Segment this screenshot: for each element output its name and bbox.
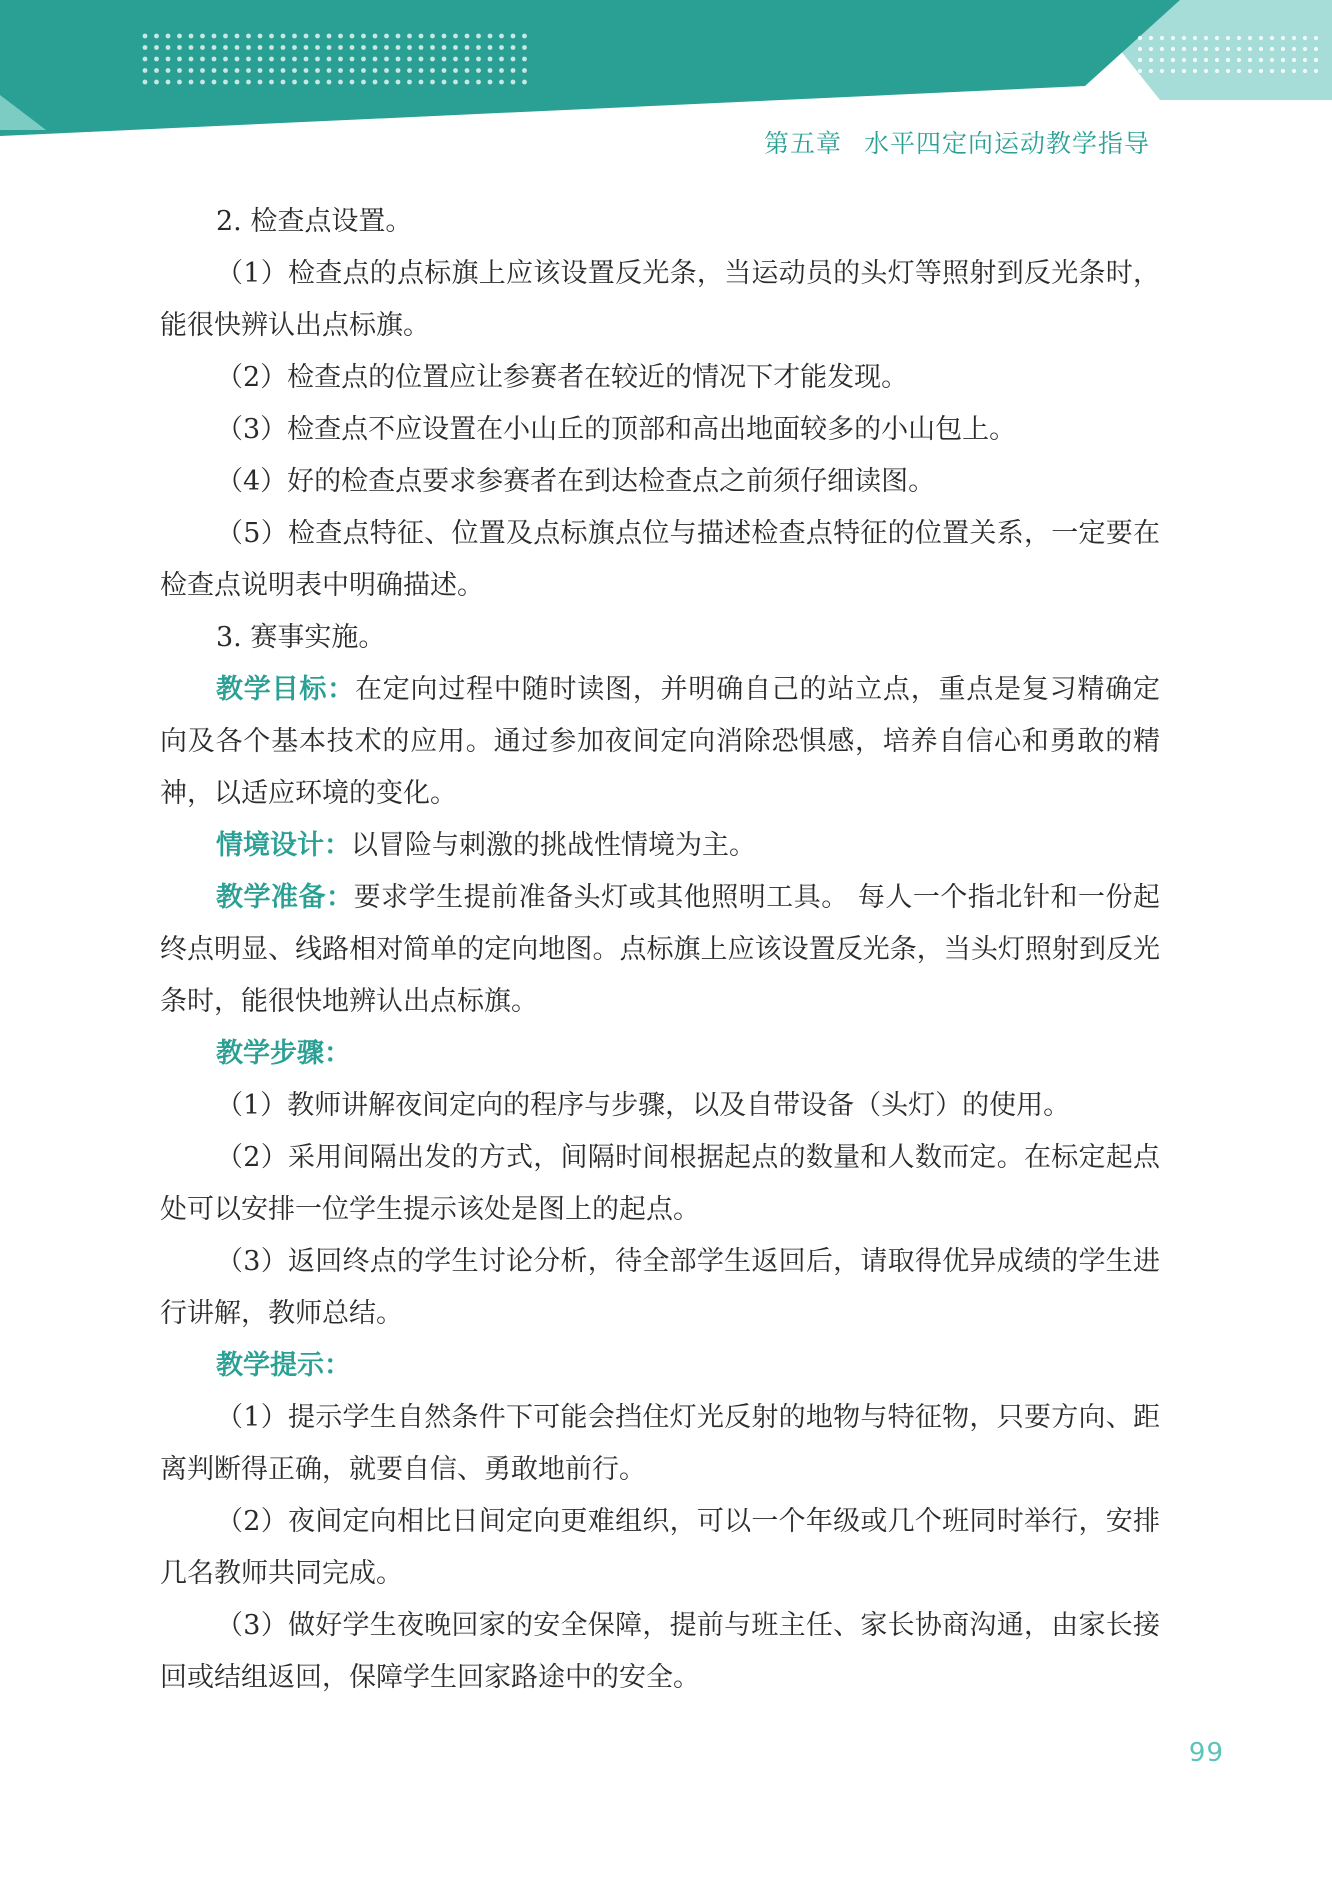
banner-dot: [281, 34, 286, 39]
banner-dot: [488, 57, 493, 62]
banner-dot: [453, 45, 458, 50]
banner-dot: [338, 80, 343, 85]
banner-dot: [350, 80, 355, 85]
banner-dot: [143, 45, 148, 50]
banner-dot: [499, 68, 504, 73]
banner-dot: [396, 34, 401, 39]
banner-dot: [465, 57, 470, 62]
banner-dot: [350, 57, 355, 62]
banner-dot: [269, 34, 274, 39]
banner-dot: [223, 80, 228, 85]
banner-dot: [1204, 69, 1208, 73]
banner-dot: [1182, 47, 1186, 51]
banner-dot: [200, 34, 205, 39]
teaching-preparation-text: 要求学生提前准备头灯或其他照明工具。 每人一个指北针和一份起终点明显、线路相对简单的定向地图。点标旗上应该设置反光条，当头灯照射到反光条时，能很快地辨认出点标旗。: [160, 882, 1160, 1017]
banner-dot: [407, 45, 412, 50]
banner-dot: [223, 68, 228, 73]
banner-dot: [384, 68, 389, 73]
banner-dot: [1248, 47, 1252, 51]
banner-dot: [1182, 69, 1186, 73]
banner-dot: [269, 80, 274, 85]
banner-dot: [223, 57, 228, 62]
banner-dot: [350, 34, 355, 39]
banner-dot: [373, 80, 378, 85]
banner-dot: [338, 57, 343, 62]
banner-dot: [143, 80, 148, 85]
banner-dot: [453, 57, 458, 62]
banner-dot: [430, 57, 435, 62]
teaching-step-3: （3）返回终点的学生讨论分析，待全部学生返回后，请取得优异成绩的学生进行讲解，教师总结。: [160, 1246, 1160, 1329]
banner-dot: [1226, 47, 1230, 51]
banner-dot: [384, 34, 389, 39]
banner-dot: [315, 68, 320, 73]
banner-dot: [1248, 69, 1252, 73]
banner-dot: [200, 45, 205, 50]
banner-dot: [361, 80, 366, 85]
checkpoint-item-3: （3）检查点不应设置在小山丘的顶部和高出地面较多的小山包上。: [216, 414, 1017, 445]
banner-dot: [1215, 36, 1219, 40]
banner-dot: [419, 57, 424, 62]
banner-dot: [1171, 58, 1175, 62]
banner-dot: [338, 34, 343, 39]
banner-dot: [269, 68, 274, 73]
banner-dot: [453, 34, 458, 39]
banner-dot: [258, 34, 263, 39]
banner-dot: [258, 45, 263, 50]
banner-dot: [223, 45, 228, 50]
banner-dot: [430, 80, 435, 85]
banner-dot: [143, 68, 148, 73]
banner-dot: [1237, 47, 1241, 51]
banner-dot: [419, 45, 424, 50]
banner-dot: [1193, 58, 1197, 62]
banner-dot: [1270, 36, 1274, 40]
banner-dot: [154, 57, 159, 62]
banner-dot: [1314, 47, 1318, 51]
banner-dot: [1303, 69, 1307, 73]
banner-dot: [476, 45, 481, 50]
banner-dot: [499, 80, 504, 85]
banner-dot: [476, 80, 481, 85]
scenario-design: [160, 820, 1160, 872]
banner-dot: [1182, 36, 1186, 40]
banner-dot: [235, 57, 240, 62]
chapter-name: 水平四定向运动教学指导: [863, 129, 1150, 158]
banner-dot: [396, 80, 401, 85]
banner-dot: [407, 34, 412, 39]
banner-dot: [407, 57, 412, 62]
banner-dot: [258, 68, 263, 73]
banner-dot: [488, 45, 493, 50]
banner-dot: [1138, 47, 1142, 51]
banner-dot: [1259, 58, 1263, 62]
banner-dot: [419, 80, 424, 85]
banner-dot: [430, 45, 435, 50]
banner-dot: [1281, 69, 1285, 73]
banner-dot: [1193, 36, 1197, 40]
banner-dot: [1314, 69, 1318, 73]
teaching-preparation: [160, 872, 1160, 1028]
banner-dot: [281, 80, 286, 85]
banner-dot: [235, 80, 240, 85]
banner-dot: [269, 45, 274, 50]
teaching-tip-3: （3）做好学生夜晚回家的安全保障，提前与班主任、家长协商沟通，由家长接回或结组返回，保障学生回家路途中的安全。: [160, 1610, 1160, 1693]
banner-dot: [488, 80, 493, 85]
banner-dot: [1160, 69, 1164, 73]
banner-dot: [304, 57, 309, 62]
banner-dot: [1215, 69, 1219, 73]
banner-dot: [154, 68, 159, 73]
banner-dot: [465, 45, 470, 50]
banner-dot: [154, 34, 159, 39]
banner-dot: [166, 34, 171, 39]
banner-dot: [338, 45, 343, 50]
banner-dot: [1314, 36, 1318, 40]
banner-dot: [327, 34, 332, 39]
banner-dot: [373, 45, 378, 50]
banner-dot: [189, 80, 194, 85]
banner-dot: [373, 34, 378, 39]
banner-dot: [304, 68, 309, 73]
banner-dot: [1248, 58, 1252, 62]
teaching-goal: [160, 664, 1160, 820]
banner-dot: [384, 80, 389, 85]
banner-dot: [1226, 58, 1230, 62]
banner-dot: [166, 68, 171, 73]
banner-dot: [1193, 47, 1197, 51]
banner-dot: [177, 34, 182, 39]
banner-dot: [499, 45, 504, 50]
banner-dot: [1259, 47, 1263, 51]
banner-dot: [246, 68, 251, 73]
banner-dot: [200, 68, 205, 73]
teaching-steps-heading: [160, 1028, 1160, 1080]
banner-dot: [200, 57, 205, 62]
banner-dot: [396, 68, 401, 73]
banner-dot: [235, 34, 240, 39]
banner-dot: [315, 34, 320, 39]
banner-dot: [1182, 58, 1186, 62]
banner-dot: [304, 34, 309, 39]
scenario-design-label: 情境设计：: [216, 830, 351, 861]
banner-dot: [1292, 47, 1296, 51]
banner-dot: [315, 45, 320, 50]
banner-dot: [1314, 58, 1318, 62]
banner-dot: [1237, 58, 1241, 62]
banner-dot: [258, 80, 263, 85]
banner-dot: [1259, 36, 1263, 40]
banner-dot: [177, 68, 182, 73]
banner-dot: [292, 34, 297, 39]
section-heading-event: 3. 赛事实施。: [216, 622, 386, 653]
banner-dot: [1160, 47, 1164, 51]
banner-dot: [189, 45, 194, 50]
banner-dot: [499, 34, 504, 39]
banner-dot: [430, 34, 435, 39]
banner-dark-band: [0, 0, 1180, 136]
banner-dot: [488, 34, 493, 39]
banner-dot: [1237, 36, 1241, 40]
banner-dot: [1138, 58, 1142, 62]
banner-dot: [476, 57, 481, 62]
banner-dot: [281, 45, 286, 50]
banner-dot: [442, 34, 447, 39]
banner-dot: [522, 45, 527, 50]
banner-dot: [407, 80, 412, 85]
banner-dot: [189, 57, 194, 62]
banner-dot: [246, 57, 251, 62]
banner-dot: [361, 57, 366, 62]
banner-dot: [1193, 69, 1197, 73]
banner-dot: [1149, 69, 1153, 73]
banner-dot: [1171, 69, 1175, 73]
banner-dot: [154, 45, 159, 50]
teaching-step-2: （2）采用间隔出发的方式，间隔时间根据起点的数量和人数而定。在标定起点处可以安排一位学生提示该处是图上的起点。: [160, 1142, 1160, 1225]
banner-dot: [246, 80, 251, 85]
banner-dot: [419, 34, 424, 39]
banner-dot: [384, 45, 389, 50]
banner-dot: [1248, 36, 1252, 40]
banner-dot: [1204, 36, 1208, 40]
banner-dot: [361, 34, 366, 39]
banner-dot: [212, 34, 217, 39]
chapter-number: 第五章: [763, 129, 842, 158]
banner-dot: [258, 57, 263, 62]
banner-dot: [1138, 69, 1142, 73]
banner-dot: [212, 57, 217, 62]
banner-dot: [442, 57, 447, 62]
banner-dot: [1292, 58, 1296, 62]
teaching-tip-2: （2）夜间定向相比日间定向更难组织，可以一个年级或几个班同时举行，安排几名教师共同完成。: [160, 1506, 1160, 1589]
chapter-title: [764, 124, 1150, 160]
body-content: [160, 196, 1160, 1704]
banner-dot: [1281, 58, 1285, 62]
banner-dot: [246, 34, 251, 39]
banner-dot: [1215, 58, 1219, 62]
banner-dot: [511, 80, 516, 85]
banner-dot: [396, 57, 401, 62]
banner-dot: [1226, 36, 1230, 40]
banner-dot: [1204, 47, 1208, 51]
banner-dot: [453, 80, 458, 85]
banner-dot: [1270, 58, 1274, 62]
banner-dot: [327, 80, 332, 85]
banner-dot: [154, 80, 159, 85]
banner-dot: [212, 68, 217, 73]
banner-dot: [177, 57, 182, 62]
banner-dot: [281, 68, 286, 73]
banner-dot: [281, 57, 286, 62]
banner-dot: [292, 80, 297, 85]
banner-dot: [189, 68, 194, 73]
banner-dot: [246, 45, 251, 50]
banner-dot: [1237, 69, 1241, 73]
banner-dot: [327, 45, 332, 50]
banner-dot: [1270, 47, 1274, 51]
banner-dot: [1303, 58, 1307, 62]
banner-dot: [1171, 47, 1175, 51]
banner-dot: [315, 57, 320, 62]
banner-dot: [453, 68, 458, 73]
banner-dot: [1160, 36, 1164, 40]
banner-dot: [1303, 47, 1307, 51]
banner-dot: [1204, 58, 1208, 62]
banner-dot: [212, 80, 217, 85]
banner-dot: [488, 68, 493, 73]
banner-dot: [396, 45, 401, 50]
banner-dot: [430, 68, 435, 73]
banner-dot: [511, 57, 516, 62]
banner-dot: [235, 68, 240, 73]
banner-dot: [522, 34, 527, 39]
banner-dot: [522, 57, 527, 62]
banner-dot: [338, 68, 343, 73]
banner-dot: [511, 45, 516, 50]
checkpoint-item-5: （5）检查点特征、位置及点标旗点位与描述检查点特征的位置关系，一定要在检查点说明表中明确描述。: [160, 518, 1160, 601]
checkpoint-item-1: （1）检查点的点标旗上应该设置反光条，当运动员的头灯等照射到反光条时，能很快辨认出点标旗。: [160, 258, 1160, 341]
banner-dot: [189, 34, 194, 39]
banner-dot: [166, 57, 171, 62]
banner-dot: [499, 57, 504, 62]
banner-dot: [177, 45, 182, 50]
banner-dot: [1149, 58, 1153, 62]
banner-dot: [212, 45, 217, 50]
banner-dot: [476, 68, 481, 73]
banner-dot: [419, 68, 424, 73]
banner-dot: [361, 45, 366, 50]
teaching-goal-label: 教学目标：: [216, 674, 355, 705]
banner-dot: [1303, 36, 1307, 40]
checkpoint-item-2: （2）检查点的位置应让参赛者在较近的情况下才能发现。: [216, 362, 909, 393]
banner-dot: [223, 34, 228, 39]
banner-dot: [465, 34, 470, 39]
banner-dot: [522, 80, 527, 85]
banner-dot: [1226, 69, 1230, 73]
banner-dot: [292, 57, 297, 62]
banner-dot: [476, 34, 481, 39]
banner-dot: [350, 45, 355, 50]
teaching-tip-1: （1）提示学生自然条件下可能会挡住灯光反射的地物与特征物，只要方向、距离判断得正确，就要自信、勇敢地前行。: [160, 1402, 1160, 1485]
checkpoint-item-4: （4）好的检查点要求参赛者在到达检查点之前须仔细读图。: [216, 466, 936, 497]
banner-dot: [177, 80, 182, 85]
banner-dot: [442, 45, 447, 50]
banner-dot: [511, 34, 516, 39]
banner-dot: [465, 80, 470, 85]
banner-dot: [1281, 36, 1285, 40]
banner-dot: [1292, 36, 1296, 40]
teaching-tips-label: 教学提示：: [216, 1350, 351, 1381]
banner-dot: [1171, 36, 1175, 40]
teaching-steps-label: 教学步骤：: [216, 1038, 351, 1069]
banner-dot: [442, 80, 447, 85]
banner-dot: [373, 57, 378, 62]
banner-dot: [1292, 69, 1296, 73]
banner-dot: [200, 80, 205, 85]
banner-dot: [1270, 69, 1274, 73]
teaching-preparation-label: 教学准备：: [216, 882, 354, 913]
banner-dot: [1149, 36, 1153, 40]
banner-dot: [143, 34, 148, 39]
banner-dot: [269, 57, 274, 62]
scenario-design-text: 以冒险与刺激的挑战性情境为主。: [351, 830, 756, 861]
banner-dot: [511, 68, 516, 73]
banner-dot: [373, 68, 378, 73]
banner-dot: [1259, 69, 1263, 73]
banner-dot: [1149, 47, 1153, 51]
banner-dot: [1138, 36, 1142, 40]
banner-dot: [235, 45, 240, 50]
banner-dot: [442, 68, 447, 73]
page-number: 99: [1188, 1738, 1224, 1768]
banner-dot: [304, 45, 309, 50]
section-heading-checkpoint: 2. 检查点设置。: [216, 206, 413, 237]
banner-dot: [522, 68, 527, 73]
banner-dot: [304, 80, 309, 85]
banner-dot: [465, 68, 470, 73]
banner-dot: [166, 80, 171, 85]
banner-dot: [143, 57, 148, 62]
banner-dot: [384, 57, 389, 62]
banner-dot: [166, 45, 171, 50]
banner-dot: [361, 68, 366, 73]
banner-dot: [292, 68, 297, 73]
teaching-tips-heading: [160, 1340, 1160, 1392]
banner-dot: [407, 68, 412, 73]
banner-dot: [292, 45, 297, 50]
banner-dot: [1160, 58, 1164, 62]
banner-dot: [1215, 47, 1219, 51]
banner-dot: [327, 68, 332, 73]
header-banner: [0, 0, 1332, 140]
banner-dot: [327, 57, 332, 62]
banner-dot: [350, 68, 355, 73]
teaching-goal-text: 在定向过程中随时读图，并明确自己的站立点，重点是复习精确定向及各个基本技术的应用。通过参加夜间定向消除恐惧感，培养自信心和勇敢的精神，以适应环境的变化。: [160, 674, 1161, 809]
teaching-step-1: （1）教师讲解夜间定向的程序与步骤，以及自带设备（头灯）的使用。: [216, 1090, 1071, 1121]
banner-dot: [315, 80, 320, 85]
banner-dot: [1281, 47, 1285, 51]
